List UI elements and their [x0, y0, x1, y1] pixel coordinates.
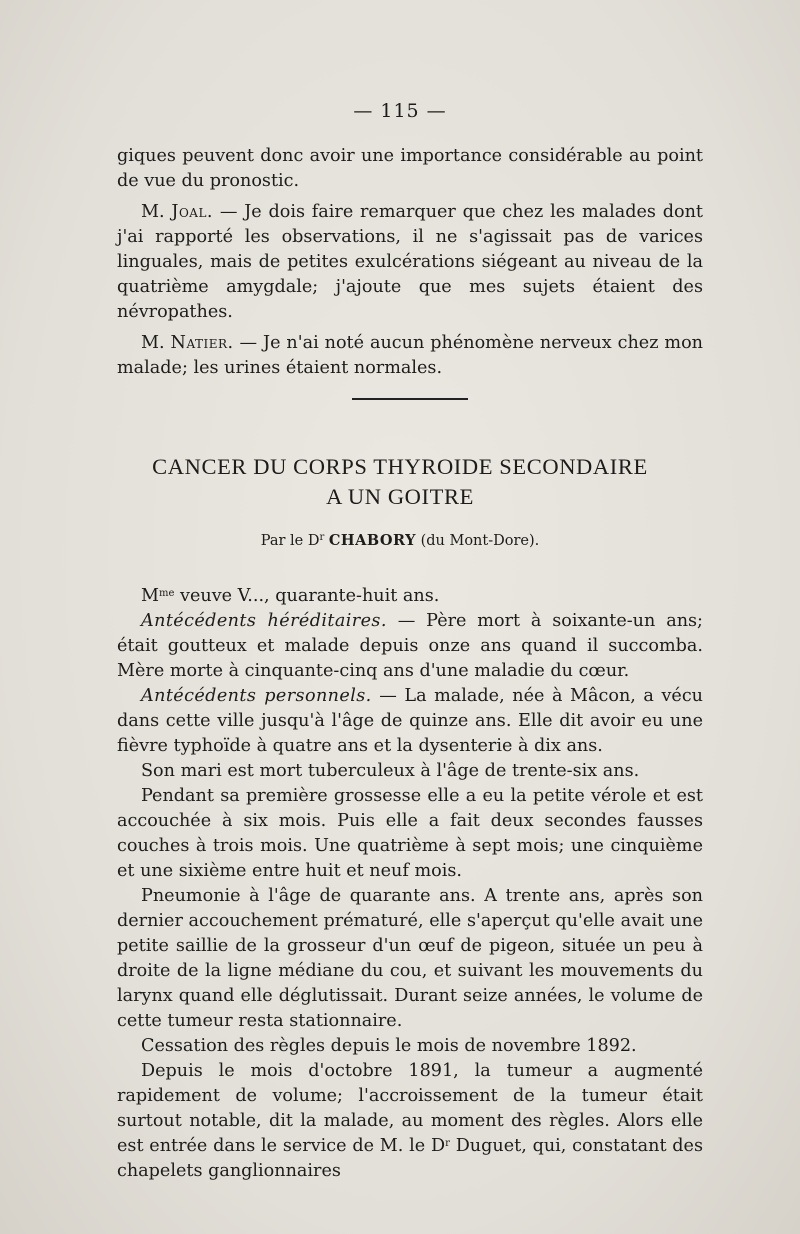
- patient-sup: me: [159, 588, 175, 599]
- personal-heading: Antécédents personnels.: [141, 686, 372, 706]
- speaker-joal: Joal.: [171, 202, 214, 222]
- case-report: [117, 584, 703, 1184]
- tumor-growth-text-end: Duguet, qui, constatant des chapelets ganglionnaires: [117, 1136, 703, 1181]
- paragraph-prognosis: giques peuvent donc avoir une importance considérable au point de vue du pronostic.: [117, 146, 703, 191]
- author-prefix: Par le D: [260, 533, 320, 549]
- tumor-growth-text: Depuis le mois d'octobre 1891, la tumeur a augmenté rapidement de volume; l'accroissement de la tumeur était surtout notable, dit la malade, au moment des règles. Alors elle est entrée dans le service de M. le D: [117, 1061, 703, 1156]
- joal-remark: — Je dois faire remarquer que chez les malades dont j'ai rapporté les observations, il ne s'agissait pas de varices linguales, mais de petites exulcérations siégeant au niveau de la quatrième amygdale; j'ajoute que mes sujets étaient des névropathes.: [117, 202, 704, 322]
- paragraph-husband: Son mari est mort tuberculeux à l'âge de trente-six ans.: [141, 761, 640, 781]
- article-title: [0, 452, 800, 512]
- author-byline: [0, 532, 800, 549]
- section-divider: [352, 398, 468, 400]
- paragraph-joal: [117, 200, 703, 325]
- hereditary-text: — Père mort à soixante-un ans; était goutteux et malade depuis onze ans quand il succomba. Mère morte à cinquante-cinq ans d'une maladie du cœur.: [117, 611, 703, 681]
- author-origin: (du Mont-Dore).: [420, 533, 540, 549]
- author-title-sup: r: [319, 532, 325, 543]
- speaker-natier: Natier.: [170, 333, 234, 353]
- speaker-prefix: M.: [141, 333, 171, 353]
- patient-prefix: M: [141, 586, 160, 606]
- page-number: — 115 —: [353, 100, 447, 122]
- title-line-2: A UN GOITRE: [326, 484, 474, 509]
- author-name: CHABORY: [328, 532, 416, 549]
- discussion-section: [117, 144, 703, 381]
- natier-remark: — Je n'ai noté aucun phénomène nerveux chez mon malade; les urines étaient normales.: [117, 333, 704, 378]
- paragraph-patient: [117, 584, 703, 609]
- paragraph-pneumonia: Pneumonie à l'âge de quarante ans. A trente ans, après son dernier accouchement prématuré, elle s'aperçut qu'elle avait une petite saillie de la grosseur d'un œuf de pigeon, située un peu à droite de la ligne médiane du cou, et suivant les mouvements du larynx quand elle déglutissait. Durant seize années, le volume de cette tumeur resta stationnaire.: [117, 886, 703, 1031]
- patient-intro: veuve V..., quarante-huit ans.: [174, 586, 440, 606]
- hereditary-heading: Antécédents héréditaires.: [141, 611, 387, 631]
- paragraph-personal: [117, 684, 703, 759]
- paragraph-cessation: Cessation des règles depuis le mois de novembre 1892.: [141, 1036, 637, 1056]
- personal-text: — La malade, née à Mâcon, a vécu dans cette ville jusqu'à l'âge de quinze ans. Elle dit avoir eu une fièvre typhoïde à quatre ans et la dysenterie à dix ans.: [117, 686, 704, 756]
- speaker-prefix: M.: [141, 202, 172, 222]
- title-line-1: CANCER DU CORPS THYROIDE SECONDAIRE: [152, 454, 648, 479]
- paragraph-pregnancy: Pendant sa première grossesse elle a eu la petite vérole et est accouchée à six mois. Puis elle a fait deux secondes fausses couches à trois mois. Une quatrième à sept mois; une cinquième et une sixième entre huit et neuf mois.: [117, 786, 703, 881]
- paragraph-natier: [117, 331, 703, 381]
- paragraph-tumor-growth: [117, 1059, 703, 1184]
- paragraph-hereditary: [117, 609, 703, 684]
- doctor-sup: r: [445, 1138, 450, 1149]
